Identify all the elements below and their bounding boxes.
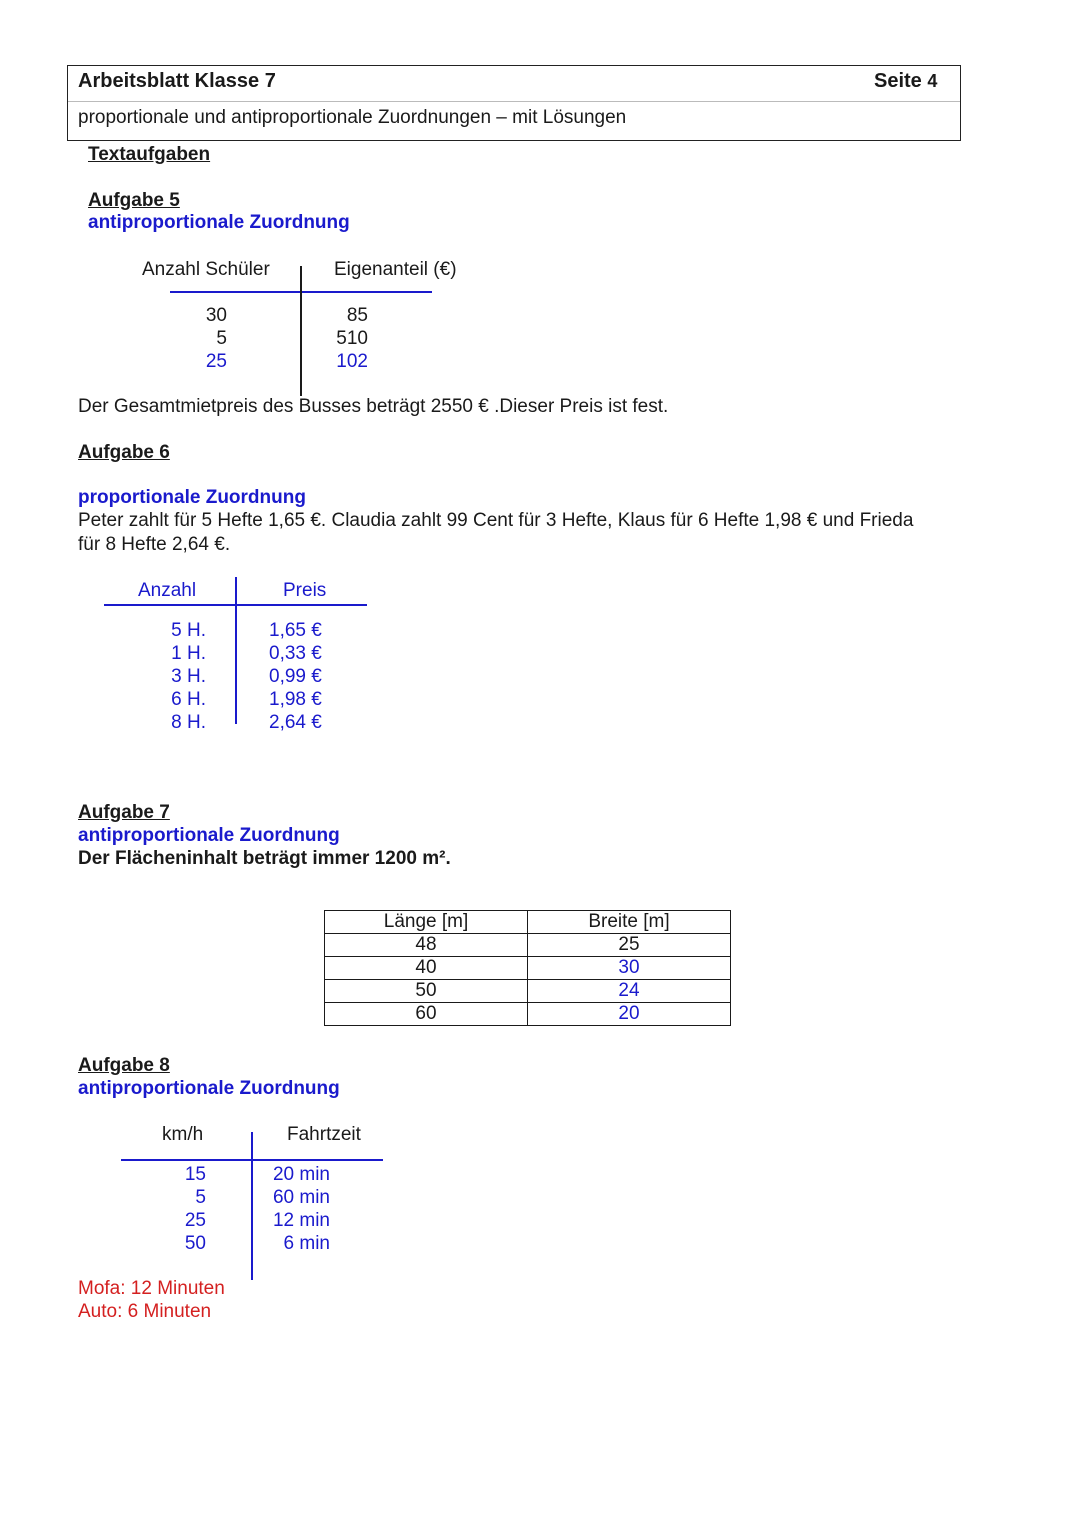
task8-vline [251, 1132, 253, 1280]
task5-cell: 5 [216, 328, 227, 349]
task6-col2-header: Preis [283, 580, 327, 601]
task5-cell: 30 [205, 305, 227, 326]
task6-cell: 1,65 € [269, 620, 322, 641]
task7-col2-header: Breite [m] [528, 911, 731, 934]
task8-col2-header: Fahrtzeit [287, 1124, 361, 1145]
task5-col2-header: Eigenanteil (€) [334, 259, 457, 280]
task8-col1-values [160, 1163, 206, 1255]
task8-cell: 5 [195, 1187, 206, 1208]
task7-col1-header: Länge [m] [325, 911, 528, 934]
task6-text-line1: Peter zahlt für 5 Hefte 1,65 €. Claudia zahlt 99 Cent für 3 Hefte, Klaus für 6 Hefte 1,98 € und Frieda [78, 510, 914, 531]
table-cell: 50 [325, 980, 528, 1003]
task8-cell: 50 [184, 1233, 206, 1254]
table-row [325, 980, 731, 1003]
table-cell: 60 [325, 1003, 528, 1026]
table-cell: 25 [528, 934, 731, 957]
task5-col1-header: Anzahl Schüler [142, 259, 270, 280]
page-label: Seite [874, 70, 922, 92]
task8-heading: Aufgabe 8 [78, 1055, 170, 1076]
table-row [325, 934, 731, 957]
task6-cell: 0,99 € [269, 666, 322, 687]
task7-note: Der Flächeninhalt beträgt immer 1200 m². [78, 848, 451, 869]
task8-answer-auto: Auto: 6 Minuten [78, 1301, 212, 1322]
task5-cell: 25 [205, 351, 227, 372]
task8-col2-values [262, 1163, 330, 1255]
worksheet-title: Arbeitsblatt Klasse 7 [78, 70, 276, 92]
task8-col1-header: km/h [162, 1124, 204, 1145]
task6-type: proportionale Zuordnung [78, 487, 306, 508]
task5-cell: 85 [346, 305, 368, 326]
table-row [325, 1003, 731, 1026]
task6-cell: 8 H. [171, 712, 206, 733]
task8-cell: 20 min [272, 1164, 330, 1185]
task6-text-line2: für 8 Hefte 2,64 €. [78, 534, 231, 555]
section-title: Textaufgaben [88, 144, 211, 165]
table-row [325, 911, 731, 934]
task8-cell: 15 [184, 1164, 206, 1185]
task6-cell: 0,33 € [269, 643, 322, 664]
task5-col2-values [320, 304, 368, 373]
task6-cell: 3 H. [171, 666, 206, 687]
task5-note: Der Gesamtmietpreis des Busses beträgt 2550 € .Dieser Preis ist fest. [78, 396, 669, 417]
task6-col1-values [150, 619, 206, 734]
table-cell: 48 [325, 934, 528, 957]
task8-cell: 60 min [272, 1187, 330, 1208]
task7-heading: Aufgabe 7 [78, 802, 170, 823]
task7-type: antiproportionale Zuordnung [78, 825, 340, 846]
task8-type: antiproportionale Zuordnung [78, 1078, 340, 1099]
task6-cell: 1,98 € [269, 689, 322, 710]
task6-cell: 5 H. [171, 620, 206, 641]
table-cell: 40 [325, 957, 528, 980]
task8-cell: 12 min [272, 1210, 330, 1231]
page-indicator [874, 70, 937, 93]
table-cell: 30 [528, 957, 731, 980]
task5-cell: 102 [336, 351, 368, 372]
task5-vline [300, 266, 302, 396]
page-number: 4 [927, 71, 938, 91]
task8-cell: 25 [184, 1210, 206, 1231]
task6-col2-values [269, 619, 322, 734]
task7-table [324, 910, 731, 1026]
task5-cell: 510 [336, 328, 368, 349]
header-divider [68, 101, 960, 102]
task6-cell: 6 H. [171, 689, 206, 710]
worksheet-subtitle: proportionale und antiproportionale Zuordnungen – mit Lösungen [78, 107, 627, 128]
table-row [325, 957, 731, 980]
table-cell: 24 [528, 980, 731, 1003]
task6-col1-header: Anzahl [138, 580, 197, 601]
task5-heading: Aufgabe 5 [88, 190, 180, 211]
task8-answer-mofa: Mofa: 12 Minuten [78, 1278, 225, 1299]
task6-vline [235, 577, 237, 724]
task5-type: antiproportionale Zuordnung [88, 212, 350, 233]
task5-col1-values [180, 304, 227, 373]
task6-cell: 2,64 € [269, 712, 322, 733]
task6-heading: Aufgabe 6 [78, 442, 170, 463]
table-cell: 20 [528, 1003, 731, 1026]
task6-cell: 1 H. [171, 643, 206, 664]
task8-cell: 6 min [283, 1233, 330, 1254]
